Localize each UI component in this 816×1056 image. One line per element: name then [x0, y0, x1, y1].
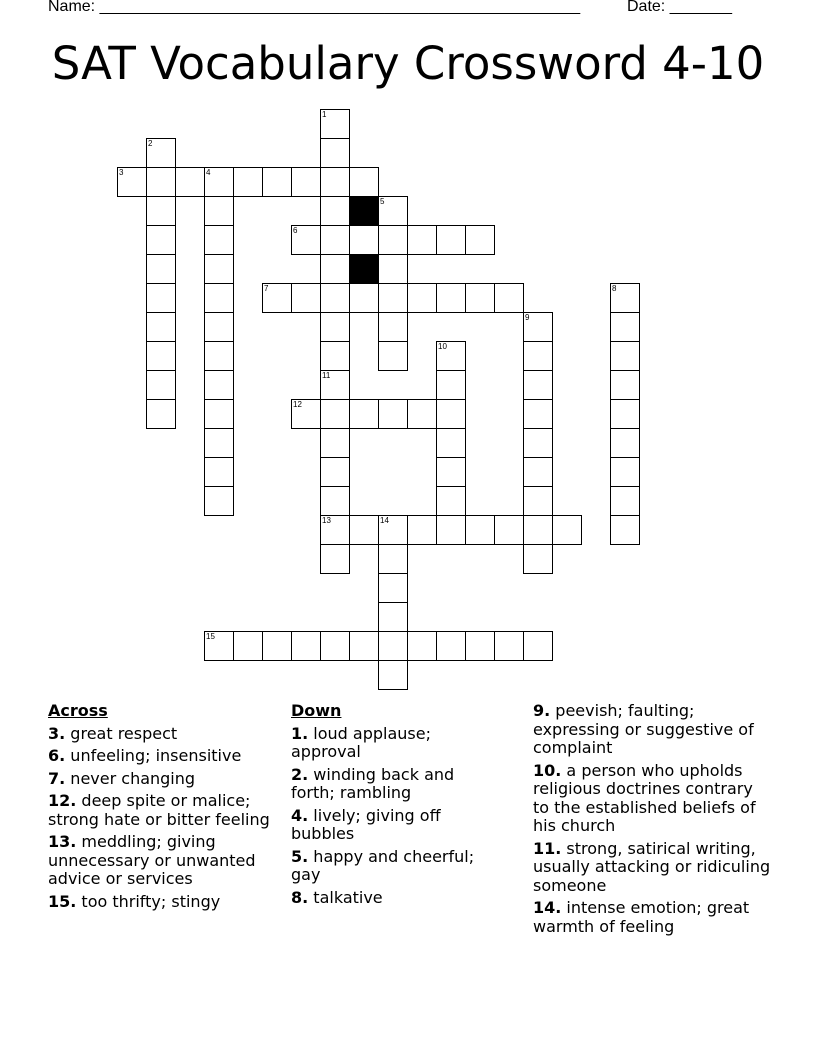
answer-square[interactable]: [175, 167, 205, 197]
answer-square[interactable]: [349, 631, 379, 661]
answer-square[interactable]: [291, 283, 321, 313]
answer-square[interactable]: [320, 370, 350, 400]
answer-square[interactable]: [378, 196, 408, 226]
answer-square[interactable]: [146, 312, 176, 342]
clue-number: 9.: [533, 701, 551, 720]
answer-square[interactable]: [436, 457, 466, 487]
answer-square[interactable]: [378, 341, 408, 371]
answer-square[interactable]: [320, 428, 350, 458]
answer-square[interactable]: [610, 428, 640, 458]
answer-square[interactable]: [146, 283, 176, 313]
answer-square[interactable]: [146, 196, 176, 226]
answer-square[interactable]: [523, 399, 553, 429]
clue-text: great respect: [65, 723, 178, 743]
answer-square[interactable]: [407, 515, 437, 545]
clue-number-label: 13: [322, 516, 331, 525]
answer-square[interactable]: [610, 312, 640, 342]
answer-square[interactable]: [320, 544, 350, 574]
clue-item: [48, 770, 278, 789]
black-square: [349, 254, 379, 284]
answer-square[interactable]: [204, 254, 234, 284]
answer-square[interactable]: [378, 602, 408, 632]
down-clue-list-continued: [533, 702, 773, 936]
page-title: SAT Vocabulary Crossword 4-10: [51, 37, 765, 90]
answer-square[interactable]: [378, 573, 408, 603]
answer-square[interactable]: [407, 631, 437, 661]
answer-square[interactable]: [146, 254, 176, 284]
answer-square[interactable]: [349, 167, 379, 197]
clue-text: happy and cheerful; gay: [291, 846, 475, 884]
answer-square[interactable]: [349, 399, 379, 429]
answer-square[interactable]: [320, 312, 350, 342]
clue-number-label: 8: [612, 284, 617, 293]
answer-square[interactable]: [146, 370, 176, 400]
clue-number: 2.: [291, 764, 309, 784]
clue-number: 15.: [48, 891, 77, 911]
answer-square[interactable]: [552, 515, 582, 545]
clue-item: [533, 840, 773, 896]
answer-square[interactable]: [204, 457, 234, 487]
answer-square[interactable]: [204, 399, 234, 429]
clue-item: [48, 747, 278, 766]
name-line: Name: ______________________________________________________: [48, 0, 581, 15]
answer-square[interactable]: [320, 196, 350, 226]
clue-number: 5.: [291, 846, 309, 866]
answer-square[interactable]: [465, 225, 495, 255]
clue-item: [48, 725, 278, 744]
clue-item: [291, 725, 491, 762]
answer-square[interactable]: [523, 457, 553, 487]
answer-square[interactable]: [494, 283, 524, 313]
clue-number-label: 6: [293, 226, 298, 235]
answer-square[interactable]: [378, 515, 408, 545]
answer-square[interactable]: [262, 167, 292, 197]
answer-square[interactable]: [523, 631, 553, 661]
clue-number: 12.: [48, 791, 77, 810]
answer-square[interactable]: [523, 341, 553, 371]
clue-item: [533, 899, 773, 936]
answer-square[interactable]: [291, 225, 321, 255]
answer-square[interactable]: [320, 486, 350, 516]
answer-square[interactable]: [378, 283, 408, 313]
clue-number: 13.: [48, 832, 77, 851]
answer-square[interactable]: [523, 428, 553, 458]
answer-square[interactable]: [320, 138, 350, 168]
answer-square[interactable]: [204, 631, 234, 661]
answer-square[interactable]: [378, 312, 408, 342]
clue-number: 8.: [291, 887, 309, 907]
clue-number-label: 7: [264, 284, 269, 293]
clue-number: 6.: [48, 746, 66, 765]
answer-square[interactable]: [146, 225, 176, 255]
clue-number-label: 11: [322, 371, 331, 380]
answer-square[interactable]: [349, 283, 379, 313]
answer-square[interactable]: [291, 167, 321, 197]
date-line: Date: _______: [627, 0, 732, 15]
answer-square[interactable]: [407, 225, 437, 255]
answer-square[interactable]: [320, 109, 350, 139]
down-clue-list: [291, 725, 491, 908]
answer-square[interactable]: [204, 486, 234, 516]
black-square: [349, 196, 379, 226]
answer-square[interactable]: [349, 225, 379, 255]
answer-square[interactable]: [610, 515, 640, 545]
clue-number-label: 4: [206, 168, 211, 177]
answer-square[interactable]: [378, 254, 408, 284]
clue-item: [291, 889, 491, 908]
answer-square[interactable]: [610, 399, 640, 429]
clue-text: peevish; faulting; expressing or suggestive of complaint: [533, 701, 754, 757]
answer-square[interactable]: [320, 399, 350, 429]
answer-square[interactable]: [262, 283, 292, 313]
answer-square[interactable]: [320, 254, 350, 284]
clue-text: too thrifty; stingy: [76, 891, 221, 911]
answer-square[interactable]: [436, 225, 466, 255]
answer-square[interactable]: [320, 167, 350, 197]
clue-text: winding back and forth; rambling: [291, 764, 455, 802]
answer-square[interactable]: [378, 544, 408, 574]
answer-square[interactable]: [146, 167, 176, 197]
answer-square[interactable]: [204, 370, 234, 400]
answer-square[interactable]: [494, 631, 524, 661]
clue-item: [291, 807, 491, 844]
clue-item: [48, 893, 278, 912]
answer-square[interactable]: [204, 428, 234, 458]
clue-number-label: 3: [119, 168, 124, 177]
answer-square[interactable]: [204, 283, 234, 313]
answer-square[interactable]: [378, 399, 408, 429]
across-heading: Across: [48, 701, 108, 720]
clue-number: 3.: [48, 723, 66, 743]
clue-number: 14.: [533, 898, 562, 917]
answer-square[interactable]: [320, 631, 350, 661]
clue-number-label: 5: [380, 197, 385, 206]
clue-item: [291, 848, 491, 885]
clue-text: strong, satirical writing, usually attacking or ridiculing someone: [533, 838, 771, 895]
clue-number-label: 2: [148, 139, 153, 148]
answer-square[interactable]: [320, 283, 350, 313]
clue-number: 10.: [533, 760, 562, 780]
answer-square[interactable]: [494, 515, 524, 545]
clue-text: intense emotion; great warmth of feeling: [533, 898, 750, 936]
answer-square[interactable]: [465, 515, 495, 545]
answer-square[interactable]: [436, 631, 466, 661]
answer-square[interactable]: [465, 283, 495, 313]
clue-item: [48, 792, 278, 829]
answer-square[interactable]: [436, 341, 466, 371]
clue-text: loud applause; approval: [291, 723, 431, 761]
answer-square[interactable]: [146, 341, 176, 371]
answer-square[interactable]: [204, 312, 234, 342]
answer-square[interactable]: [204, 341, 234, 371]
clue-number: 11.: [533, 838, 562, 858]
answer-square[interactable]: [523, 370, 553, 400]
answer-square[interactable]: [262, 631, 292, 661]
answer-square[interactable]: [320, 225, 350, 255]
down-heading: Down: [291, 701, 342, 720]
answer-square[interactable]: [378, 631, 408, 661]
answer-square[interactable]: [407, 283, 437, 313]
answer-square[interactable]: [610, 457, 640, 487]
answer-square[interactable]: [204, 196, 234, 226]
answer-square[interactable]: [523, 312, 553, 342]
across-clues: [48, 700, 278, 915]
answer-square[interactable]: [523, 486, 553, 516]
answer-square[interactable]: [407, 399, 437, 429]
clue-item: [291, 766, 491, 803]
clue-number-label: 15: [206, 632, 215, 641]
answer-square[interactable]: [436, 283, 466, 313]
answer-square[interactable]: [465, 631, 495, 661]
answer-square[interactable]: [610, 486, 640, 516]
answer-square[interactable]: [320, 457, 350, 487]
answer-square[interactable]: [320, 515, 350, 545]
answer-square[interactable]: [204, 225, 234, 255]
clue-number-label: 14: [380, 516, 389, 525]
answer-square[interactable]: [291, 399, 321, 429]
answer-square[interactable]: [378, 225, 408, 255]
across-clue-list: [48, 725, 278, 912]
answer-square[interactable]: [436, 370, 466, 400]
answer-square[interactable]: [291, 631, 321, 661]
clue-text: lively; giving off bubbles: [291, 805, 441, 843]
clue-number: 1.: [291, 723, 309, 743]
answer-square[interactable]: [610, 370, 640, 400]
answer-square[interactable]: [610, 341, 640, 371]
answer-square[interactable]: [523, 515, 553, 545]
answer-square[interactable]: [610, 283, 640, 313]
clue-text: never changing: [65, 768, 196, 788]
clue-item: [48, 833, 278, 889]
answer-square[interactable]: [349, 515, 379, 545]
answer-square[interactable]: [117, 167, 147, 197]
answer-square[interactable]: [436, 486, 466, 516]
answer-square[interactable]: [436, 399, 466, 429]
clue-text: deep spite or malice; strong hate or bitter feeling: [48, 791, 270, 829]
answer-square[interactable]: [320, 341, 350, 371]
clue-number: 7.: [48, 768, 66, 788]
down-clues-continued: [533, 702, 773, 940]
down-clues: [291, 700, 491, 911]
answer-square[interactable]: [146, 138, 176, 168]
answer-square[interactable]: [146, 399, 176, 429]
answer-square[interactable]: [378, 660, 408, 690]
clue-number-label: 1: [322, 110, 327, 119]
answer-square[interactable]: [204, 167, 234, 197]
clue-number: 4.: [291, 805, 309, 825]
answer-square[interactable]: [523, 544, 553, 574]
answer-square[interactable]: [233, 631, 263, 661]
clue-item: [533, 702, 773, 758]
clue-text: unfeeling; insensitive: [65, 746, 242, 765]
answer-square[interactable]: [436, 515, 466, 545]
clue-number-label: 10: [438, 342, 447, 351]
clue-item: [533, 762, 773, 836]
answer-square[interactable]: [233, 167, 263, 197]
answer-square[interactable]: [436, 428, 466, 458]
clue-text: meddling; giving unnecessary or unwanted advice or services: [48, 832, 256, 888]
clue-number-label: 12: [293, 400, 302, 409]
clue-text: talkative: [308, 887, 383, 907]
clue-number-label: 9: [525, 313, 530, 322]
clue-text: a person who upholds religious doctrines contrary to the established beliefs of his church: [533, 760, 756, 835]
